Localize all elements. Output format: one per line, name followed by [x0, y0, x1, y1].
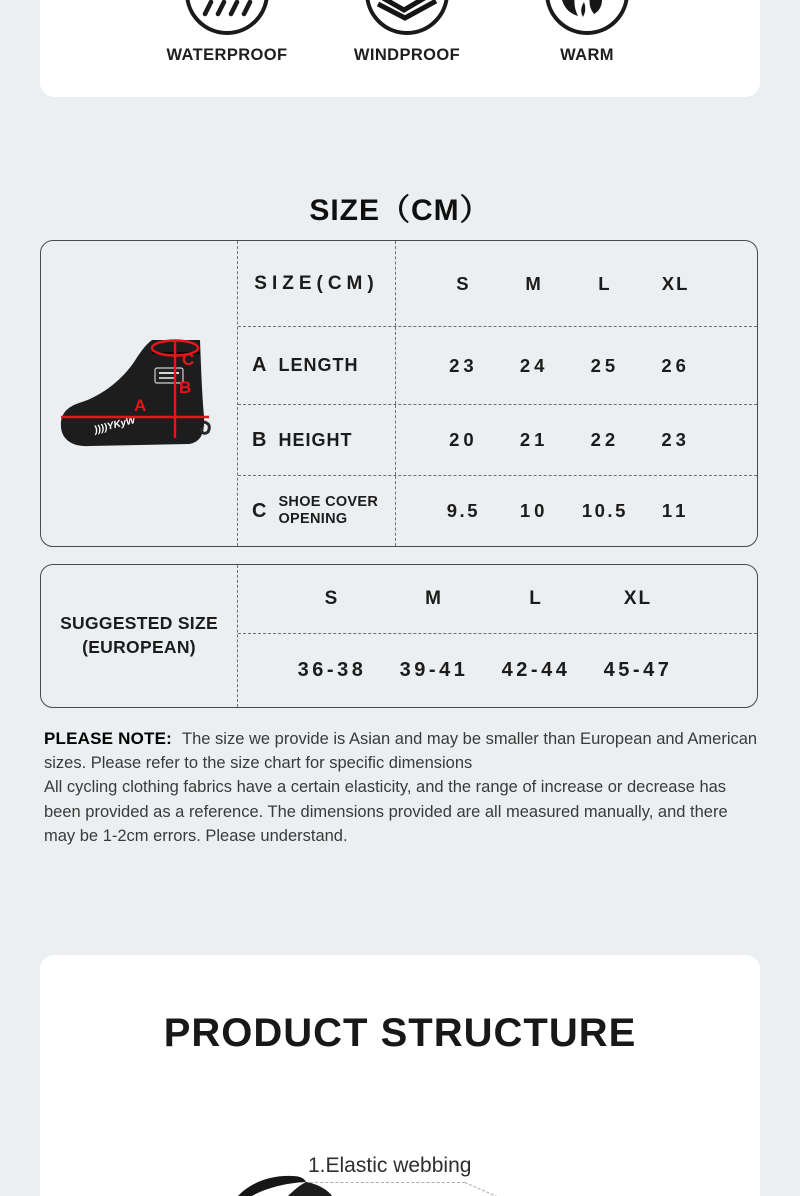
size-value: 23 [661, 429, 690, 450]
row-label: HEIGHT [278, 429, 353, 450]
shoe-diagram [41, 241, 238, 545]
diagram-letter-b: B [179, 378, 192, 397]
suggested-size-label: SUGGESTED SIZE (EUROPEAN) [41, 565, 238, 707]
diagram-letter-c: C [182, 350, 195, 369]
size-range: 45-47 [603, 659, 673, 681]
size-table-header-row [238, 241, 757, 327]
diagram-letter-a: A [134, 396, 147, 415]
size-range: 39-41 [399, 659, 469, 681]
col-m: M [525, 272, 543, 294]
size-value: 26 [661, 354, 690, 376]
row-values [396, 405, 757, 475]
suggested-columns [238, 565, 757, 633]
size-value: 23 [449, 354, 478, 376]
size-range: 36-38 [297, 659, 367, 681]
row-values [396, 476, 757, 546]
note-paragraph-1: PLEASE NOTE: The size we provide is Asian and may be smaller than European and American sizes. Please refer to the size chart for specific dimensions [44, 729, 758, 773]
table-row-length [238, 327, 757, 405]
row-key: C [252, 499, 267, 522]
suggested-values-row [238, 634, 757, 707]
row-label-cell [238, 405, 396, 475]
feature-label: WINDPROOF [353, 46, 461, 64]
shoe-diagram-cell [41, 241, 238, 546]
size-value: 11 [661, 500, 690, 521]
row-label-cell [238, 476, 396, 546]
feature-label: WATERPROOF [166, 46, 288, 64]
col-xl: XL [661, 272, 690, 294]
col-l: L [598, 272, 612, 294]
features-banner [40, 0, 760, 97]
size-section-title: SIZE（CM） [309, 194, 491, 227]
shoe-photo-cropped [228, 1170, 348, 1196]
callout-elastic-webbing: 1.Elastic webbing [308, 1154, 472, 1177]
row-key: B [252, 428, 267, 451]
windproof-icon [352, 0, 462, 38]
table-row-opening [238, 476, 757, 546]
note-paragraph-2: All cycling clothing fabrics have a certain elasticity, and the range of increase or decrease has been provided as a reference. The dimensions provided are all measured manually, and there may be 1-2cm errors. Please understand. [44, 778, 728, 845]
size-columns [396, 241, 757, 326]
size-value: 21 [519, 429, 549, 450]
warm-icon [532, 0, 642, 38]
size-value: 22 [590, 429, 620, 450]
row-values [396, 327, 757, 404]
size-note [44, 727, 760, 848]
size-value: 10 [519, 500, 549, 521]
row-key: A [252, 354, 267, 376]
size-range: 42-44 [501, 659, 571, 681]
suggested-values [238, 634, 757, 707]
col-l: L [529, 588, 543, 609]
col-m: M [425, 588, 443, 609]
row-label: LENGTH [278, 355, 359, 375]
feature-warm [532, 0, 642, 64]
size-value: 9.5 [446, 500, 480, 521]
structure-title: PRODUCT STRUCTURE [163, 1011, 637, 1055]
size-value: 25 [590, 354, 620, 376]
note-label: PLEASE NOTE: [44, 729, 173, 748]
suggested-size-table [40, 564, 758, 708]
size-value: 24 [519, 354, 549, 376]
row-label: SHOE COVER OPENING [278, 494, 379, 527]
callout-dashed-line-diagonal [465, 1182, 498, 1196]
feature-waterproof [166, 0, 288, 64]
structure-card [40, 955, 760, 1196]
size-value: 10.5 [581, 500, 628, 521]
size-value: 20 [449, 429, 478, 450]
feature-windproof [352, 0, 462, 64]
table-row-height [238, 405, 757, 476]
row-label-cell [238, 327, 396, 404]
feature-label: WARM [560, 46, 614, 64]
size-table-header-cell [238, 241, 396, 326]
size-table [40, 240, 758, 547]
col-s: S [324, 588, 340, 609]
suggested-header-row [238, 565, 757, 634]
shoe-logo: ))))YKyW [93, 415, 137, 436]
col-s: S [456, 272, 471, 294]
size-header-label: SIZE(CM) [254, 272, 379, 294]
waterproof-icon [172, 0, 282, 38]
col-xl: XL [623, 588, 653, 609]
